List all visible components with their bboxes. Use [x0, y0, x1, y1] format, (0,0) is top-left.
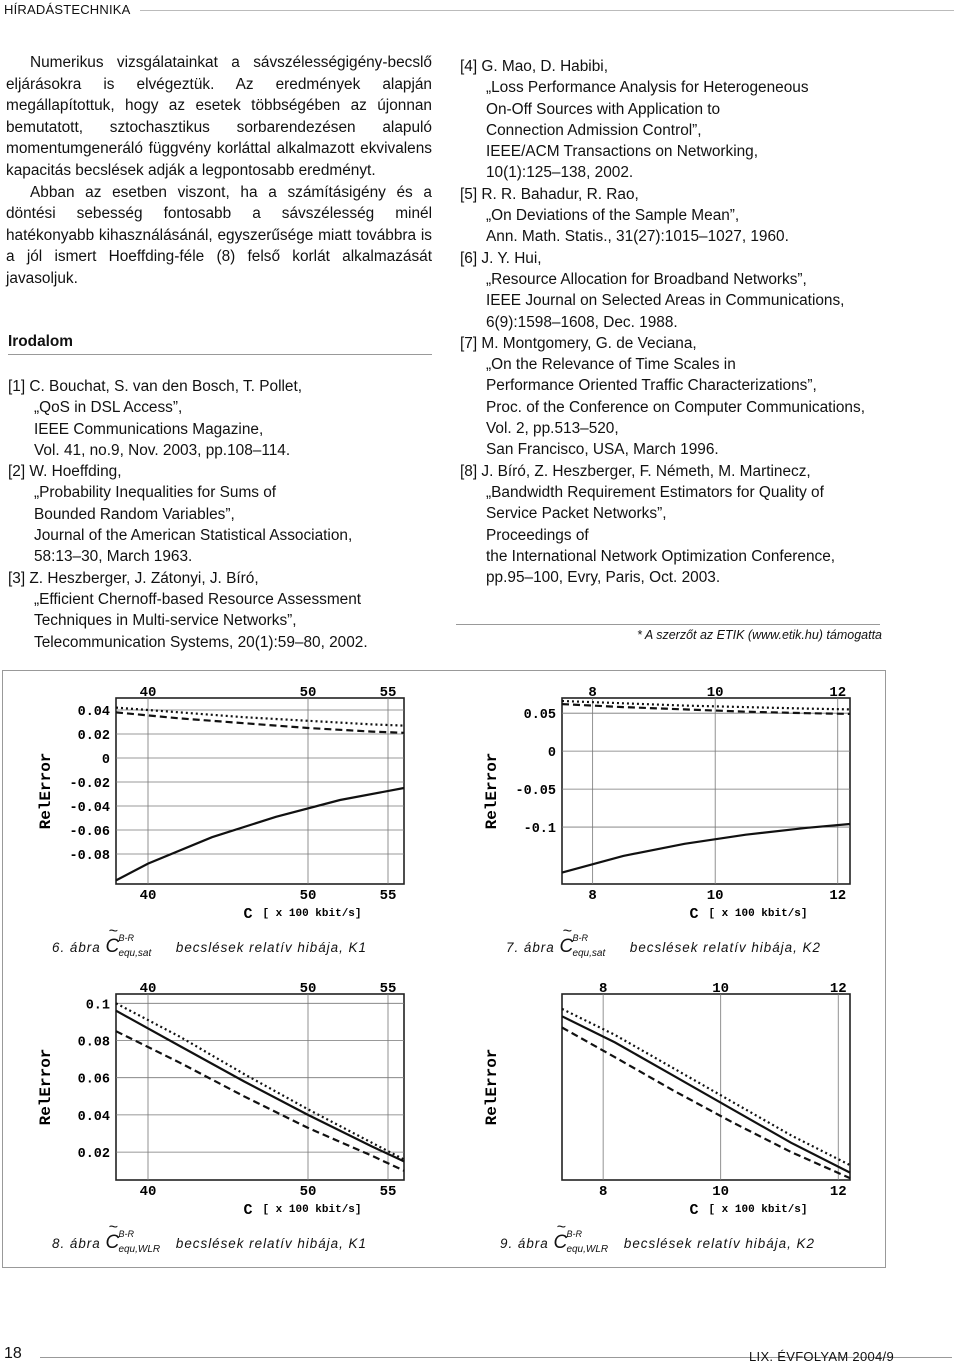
reference-line: IEEE Communications Magazine,: [34, 420, 264, 438]
y-tick-label: -0.08: [69, 849, 110, 864]
x-axis-unit: [ x 100 kbit/s]: [708, 1204, 808, 1216]
x-tick-label: 10: [706, 888, 724, 904]
figure-9-chart: [466, 978, 866, 1218]
reference-line: [4] G. Mao, D. Habibi,: [460, 58, 608, 75]
volume-label: LIX. ÉVFOLYAM 2004/9: [749, 1349, 894, 1364]
reference-entry: [460, 333, 865, 461]
c-tilde-symbol: ~ C B-R equ,WLR: [553, 1219, 609, 1255]
reference-line: „Loss Performance Analysis for Heterogeneous: [486, 79, 809, 97]
reference-entry: [460, 56, 865, 184]
reference-line: Ann. Math. Statis., 31(27):1015–1027, 1960.: [486, 228, 789, 246]
body-text: [6, 52, 432, 290]
x-tick-label: 8: [598, 1184, 608, 1200]
x-tick-label: 40: [139, 888, 157, 904]
y-tick-label: 0.1: [85, 998, 110, 1014]
y-tick-label: 0.04: [77, 705, 110, 720]
reference-line: „Efficient Chernoff-based Resource Assessment: [34, 590, 362, 608]
reference-line: San Francisco, USA, March 1996.: [486, 441, 719, 459]
x-tick-label: 12: [829, 1184, 847, 1200]
reference-line: 10(1):125–138, 2002.: [486, 164, 634, 182]
reference-line: 6(9):1598–1608, Dec. 1988.: [486, 313, 678, 331]
reference-entry: [8, 461, 368, 567]
reference-line: „On the Relevance of Time Scales in: [486, 356, 736, 374]
y-tick-label: 0.02: [77, 1147, 110, 1163]
references-left-column: [8, 376, 368, 653]
y-tick-label: 0.08: [77, 1035, 110, 1051]
figure-9-caption-text: becslések relatív hibája, K2: [623, 1236, 815, 1251]
y-tick-label: -0.02: [69, 777, 110, 792]
x-tick-label: 50: [299, 1184, 317, 1200]
reference-line: Connection Admission Control”,: [486, 121, 702, 139]
y-tick-label: 0.04: [77, 1109, 110, 1125]
x-tick-label-top: 40: [139, 685, 157, 701]
x-axis-unit: [ x 100 kbit/s]: [262, 908, 362, 920]
reference-line: Vol. 2, pp.513–520,: [486, 420, 619, 438]
reference-line: pp.95–100, Evry, Paris, Oct. 2003.: [486, 569, 721, 587]
references-rule: [8, 354, 432, 355]
reference-line: [6] J. Y. Hui,: [460, 249, 542, 267]
y-tick-label: 0: [547, 746, 556, 762]
page-number: 18: [4, 1345, 22, 1362]
reference-line: „Resource Allocation for Broadband Networks”,: [486, 270, 807, 288]
y-axis-label: RelError: [37, 752, 55, 830]
figure-7-caption: [506, 923, 821, 959]
x-axis-label: C: [689, 906, 699, 922]
footnote-rule: [456, 624, 880, 625]
figure-6-chart: [20, 682, 420, 922]
reference-line: [7] M. Montgomery, G. de Veciana,: [460, 334, 697, 352]
figure-8-chart: [20, 978, 420, 1218]
reference-entry: [8, 568, 368, 653]
footnote: * A szerzőt az ETIK (www.etik.hu) támogatta: [637, 628, 882, 642]
y-tick-label: 0.06: [77, 1072, 110, 1088]
x-tick-label-top: 12: [829, 981, 847, 997]
figure-6-caption: [52, 923, 367, 959]
reference-line: [3] Z. Heszberger, J. Zátonyi, J. Bíró,: [8, 569, 259, 587]
x-tick-label-top: 40: [139, 981, 157, 997]
paragraph-2: Abban az esetben viszont, ha a számításigény és a döntési sebesség fontosabb a sávszélesség minél hatékonyabb kihasználásánál, egyszerűsége miatt továbbra is a jól ismert Hoeffding-féle (8) felső korlát alkalmazását javasoljuk.: [6, 183, 432, 287]
x-tick-label: 40: [139, 1184, 157, 1200]
reference-line: Performance Oriented Traffic Characterizations”,: [486, 377, 817, 395]
reference-line: [8] J. Bíró, Z. Heszberger, F. Németh, M. Martinecz,: [460, 462, 811, 480]
y-tick-label: -0.04: [69, 801, 110, 816]
header-rule: [140, 10, 954, 11]
section-header: HÍRADÁSTECHNIKA: [4, 2, 131, 17]
x-tick-label-top: 50: [299, 685, 317, 701]
reference-line: [1] C. Bouchat, S. van den Bosch, T. Pollet,: [8, 378, 303, 395]
reference-entry: [8, 376, 368, 461]
c-tilde-symbol: ~ C B-R equ,sat: [559, 923, 606, 959]
x-tick-label: 55: [379, 888, 397, 904]
references-title: Irodalom: [8, 333, 73, 350]
y-tick-label: 0.02: [77, 729, 110, 744]
reference-line: 58:13–30, March 1963.: [34, 548, 193, 566]
x-tick-label-top: 12: [829, 685, 847, 701]
reference-line: [5] R. R. Bahadur, R. Rao,: [460, 185, 639, 203]
figure-7-label: 7. ábra: [506, 940, 555, 955]
y-axis-label: RelError: [483, 752, 501, 830]
x-tick-label: 8: [588, 888, 597, 904]
x-axis-label: C: [689, 1202, 699, 1218]
y-tick-label: -0.05: [515, 784, 556, 800]
c-tilde-symbol: ~ C B-R equ,sat: [105, 923, 152, 959]
x-tick-label-top: 10: [712, 981, 730, 997]
reference-line: the International Network Optimization Conference,: [486, 547, 836, 565]
y-tick-label: 0: [101, 753, 110, 768]
y-axis-label: RelError: [37, 1048, 55, 1126]
reference-line: Bounded Random Variables”,: [34, 505, 235, 523]
figure-8-label: 8. ábra: [52, 1236, 101, 1251]
reference-line: „Bandwidth Requirement Estimators for Quality of: [486, 483, 824, 501]
reference-entry: [460, 184, 865, 248]
reference-line: IEEE/ACM Transactions on Networking,: [486, 143, 759, 161]
y-tick-label: -0.06: [69, 825, 110, 840]
y-axis-label: RelError: [483, 1048, 501, 1126]
x-tick-label: 12: [829, 888, 847, 904]
reference-line: „On Deviations of the Sample Mean”,: [486, 207, 740, 225]
figure-7-chart: [466, 682, 866, 922]
reference-line: Service Packet Networks”,: [486, 505, 667, 523]
x-axis-unit: [ x 100 kbit/s]: [262, 1204, 362, 1216]
c-tilde-symbol: ~ C B-R equ,WLR: [105, 1219, 161, 1255]
x-axis-label: C: [243, 906, 253, 922]
x-tick-label: 50: [299, 888, 317, 904]
x-tick-label-top: 8: [598, 981, 608, 997]
y-tick-label: -0.1: [523, 822, 556, 838]
reference-line: Proc. of the Conference on Computer Communications,: [486, 398, 865, 416]
paragraph-1: Numerikus vizsgálatainkat a sávszélességigény-becslő eljárásokra is elvégeztük. Az eredmények alapján megállapítottuk, hogy az esetek többségében az újonnan bemutatott, sztochasztikus sorbarendezésen alapuló momentumgeneráló függvény korláttal alkalmazott ekvivalens kapacitás becslések adják a legpontosabb eredményt.: [6, 54, 432, 179]
references-right-column: [460, 56, 865, 588]
x-tick-label: 10: [712, 1184, 730, 1200]
x-tick-label-top: 55: [379, 685, 397, 701]
plot-area: [116, 698, 404, 884]
reference-line: Proceedings of: [486, 526, 589, 544]
reference-line: Telecommunication Systems, 20(1):59–80, 2002.: [34, 633, 368, 651]
y-tick-label: 0.05: [523, 708, 556, 724]
reference-line: „Probability Inequalities for Sums of: [34, 484, 277, 502]
figure-8-caption-text: becslések relatív hibája, K1: [175, 1236, 367, 1251]
reference-line: Techniques in Multi-service Networks”,: [34, 612, 297, 630]
x-axis-unit: [ x 100 kbit/s]: [708, 908, 808, 920]
figure-7-caption-text: becslések relatív hibája, K2: [629, 940, 821, 955]
x-tick-label-top: 10: [706, 685, 724, 701]
x-axis-label: C: [243, 1202, 253, 1218]
reference-entry: [460, 461, 865, 589]
reference-line: [2] W. Hoeffding,: [8, 463, 122, 481]
x-tick-label-top: 50: [299, 981, 317, 997]
x-tick-label-top: 8: [588, 685, 597, 701]
figure-8-caption: [52, 1219, 367, 1255]
plot-area: [562, 698, 850, 884]
reference-line: On-Off Sources with Application to: [486, 100, 721, 118]
reference-entry: [460, 248, 865, 333]
reference-line: IEEE Journal on Selected Areas in Communications,: [486, 292, 845, 310]
figure-9-caption: [500, 1219, 815, 1255]
figure-6-caption-text: becslések relatív hibája, K1: [175, 940, 367, 955]
reference-line: „QoS in DSL Access”,: [34, 399, 183, 417]
plot-area: [562, 994, 850, 1180]
figure-9-label: 9. ábra: [500, 1236, 549, 1251]
x-tick-label-top: 55: [379, 981, 397, 997]
figure-6-label: 6. ábra: [52, 940, 101, 955]
reference-line: Vol. 41, no.9, Nov. 2003, pp.108–114.: [34, 441, 291, 459]
x-tick-label: 55: [379, 1184, 397, 1200]
reference-line: Journal of the American Statistical Association,: [34, 527, 353, 545]
